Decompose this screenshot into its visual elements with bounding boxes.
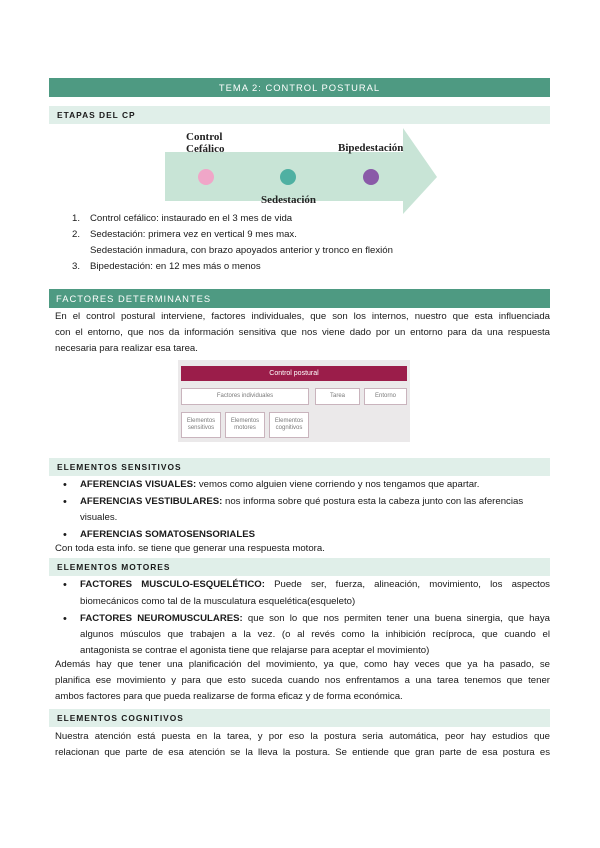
figure-box-tarea: Tarea — [315, 388, 360, 405]
figure-title: Control postural — [181, 366, 407, 381]
list-item: 3. Bipedestación: en 12 mes más o menos — [72, 261, 261, 272]
list-item: 2. Sedestación: primera vez en vertical 9 mes max. — [72, 229, 297, 240]
list-item: • FACTORES NEUROMUSCULARES: que son lo que nos permiten tener una buena sinergia, que haya — [63, 613, 550, 625]
section-heading-motores: ELEMENTOS MOTORES — [49, 558, 550, 576]
paragraph-line: relacionan que parte de esa atención se la lleva la postura. Se entiende que gran parte de esa postura es — [55, 747, 550, 758]
stage-dot-control-cefalico — [198, 169, 214, 185]
list-item-continuation: visuales. — [80, 512, 118, 523]
figure-box-motores: Elementos motores — [225, 412, 265, 438]
list-item: • AFERENCIAS SOMATOSENSORIALES — [63, 529, 256, 541]
stage-label-sedestacion: Sedestación — [261, 194, 316, 206]
list-item-continuation: antagonista se contrae el agonista tiene que relajarse para aceptar el movimiento) — [80, 645, 430, 656]
list-item: Sedestación inmadura, con brazo apoyados anterior y tronco en flexión — [90, 245, 393, 256]
list-item: 1. Control cefálico: instaurado en el 3 mes de vida — [72, 213, 293, 224]
section-heading-sensitivos: ELEMENTOS SENSITIVOS — [49, 458, 550, 476]
page-title: TEMA 2: CONTROL POSTURAL — [218, 82, 381, 93]
title-banner — [49, 78, 550, 97]
section-banner-factores: FACTORES DETERMINANTES — [49, 289, 550, 308]
list-item-continuation: algunos músculos que trabajen a la vez. (o al revés como la inhibición recíproca, que cuando el — [80, 629, 550, 640]
paragraph-line: necesaria para realizar esa tarea. — [55, 343, 198, 354]
list-item: • AFERENCIAS VISUALES: vemos como alguien viene corriendo y nos tengamos que apartar. — [63, 479, 480, 491]
paragraph-line: En el control postural interviene, factores individuales, que son los internos, nuestro que esta influenciada — [55, 311, 550, 322]
figure-box-cognitivos: Elementos cognitivos — [269, 412, 309, 438]
paragraph-line: Con toda esta info. se tiene que generar una respuesta motora. — [55, 543, 325, 554]
list-item: • AFERENCIAS VESTIBULARES: nos informa sobre qué postura esta la cabeza junto con las aferencias — [63, 496, 524, 508]
figure-box-individuales: Factores individuales — [181, 388, 309, 405]
stage-dot-sedestacion — [280, 169, 296, 185]
section-heading-cognitivos: ELEMENTOS COGNITIVOS — [49, 709, 550, 727]
stage-dot-bipedestacion — [363, 169, 379, 185]
stage-label-control-cefalico: Control Cefálico — [186, 131, 225, 155]
paragraph-line: Además hay que tener una planificación del movimiento, ya que, como hay veces que ya ha pasado, se — [55, 659, 550, 670]
section-heading-etapas: ETAPAS DEL CP — [49, 106, 550, 124]
paragraph-line: Nuestra atención está puesta en la tarea, y por eso la postura seria automática, peor hay estudios que — [55, 731, 550, 742]
list-item: • FACTORES MUSCULO-ESQUELÉTICO: Puede ser, fuerza, alineación, movimiento, los aspectos — [63, 579, 550, 591]
figure-box-sensitivos: Elementos sensitivos — [181, 412, 221, 438]
paragraph-line: con el entorno, que nos da información sensitiva que nos viene dado por un entorno para da una respuesta — [55, 327, 550, 338]
figure-box-entorno: Entorno — [364, 388, 407, 405]
stage-label-bipedestacion: Bipedestación — [338, 142, 404, 154]
paragraph-line: planifica ese movimiento y para que esto suceda cuando nos enfrentamos a una tarea tenemos que tener — [55, 675, 550, 686]
control-postural-figure — [178, 360, 410, 442]
list-item-continuation: biomecánicos como tal de la musculatura esquelética(esqueleto) — [80, 596, 356, 607]
paragraph-line: ambos factores para que pueda realizarse de forma eficaz y de forma económica. — [55, 691, 403, 702]
